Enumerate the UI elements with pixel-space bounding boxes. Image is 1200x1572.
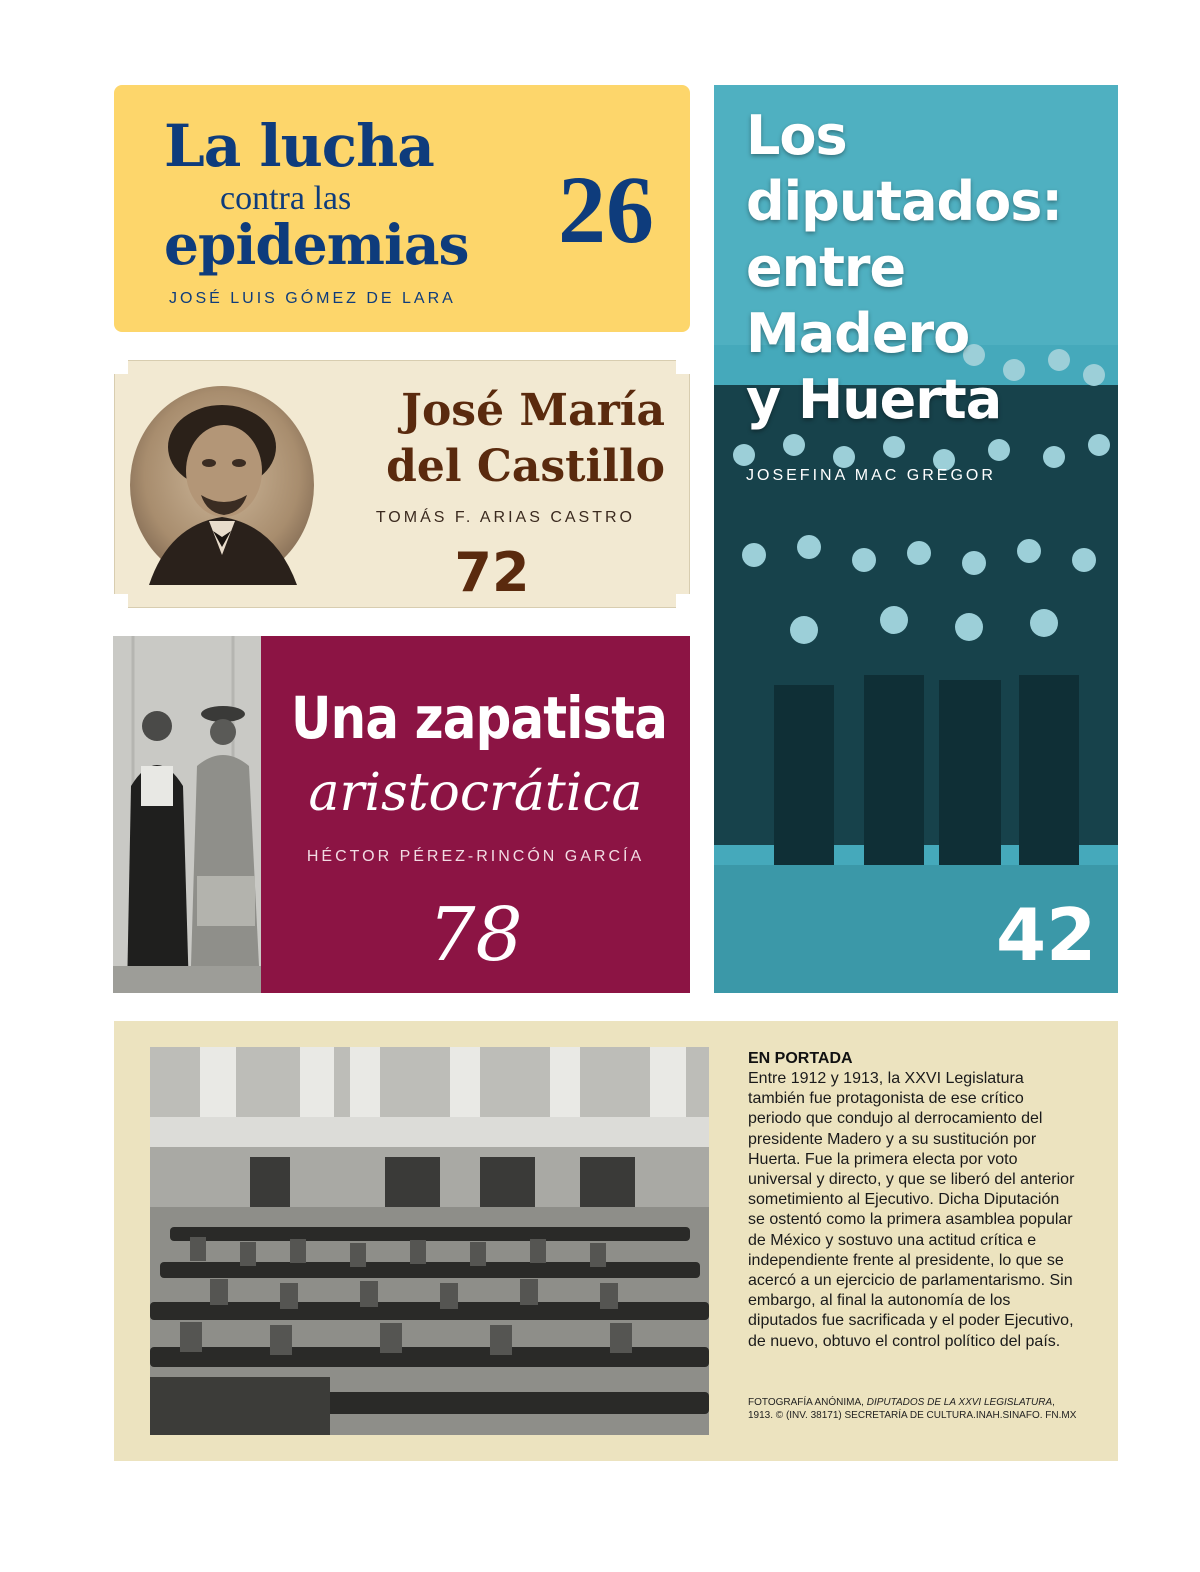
cover-heading: EN PORTADA (748, 1050, 853, 1067)
article-title-line: José María (401, 385, 665, 436)
credit-title: DIPUTADOS DE LA XXVI LEGISLATURA (866, 1397, 1053, 1408)
article-card-epidemias[interactable] (114, 85, 690, 332)
article-page-number: 72 (454, 541, 530, 604)
credit-suffix: , 1913. © (INV. 38171) SECRETARÍA DE CULTURA.INAH.SINAFO. FN.MX (748, 1397, 1077, 1421)
article-author: HÉCTOR PÉREZ-RINCÓN GARCÍA (306, 848, 645, 865)
cover-description: Entre 1912 y 1913, la XXVI Legislatura también fue protagonista de ese crítico periodo que condujo al derrocamiento del presidente Madero y a su sustitución por Huerta. Fue la primera electa por voto universal y directo, y que se liberó del anterior sometimiento al Ejecutivo. Dicha Diputación se ostentó como la primera asamblea popular de México y sostuvo una actitud crítica e independiente frente al presidente, lo que se acercó a un ejercicio de parlamentarismo. Sin embargo, al final la autonomía de los diputados fue sacrificada y el poder Ejecutivo, de nuevo, obtuvo el control político del país. (748, 1070, 1075, 1350)
article-title-line: epidemias (164, 212, 469, 277)
card-corner (114, 594, 128, 608)
article-page-number: 78 (428, 892, 523, 978)
article-title-line: diputados: (746, 170, 1063, 233)
article-title-line: contra las (220, 180, 352, 217)
article-card-castillo[interactable] (114, 360, 690, 608)
chamber-photo (150, 1047, 709, 1435)
article-title-line: Los (746, 104, 847, 167)
article-title-line: aristocrática (308, 763, 643, 823)
card-corner (676, 594, 690, 608)
article-title (335, 383, 665, 495)
portrait-image (129, 385, 315, 585)
article-author: TOMÁS F. ARIAS CASTRO (375, 509, 635, 526)
cover-info-panel (114, 1021, 1118, 1461)
article-card-diputados[interactable] (714, 85, 1118, 993)
article-title-line: entre (746, 236, 906, 299)
credit-prefix: FOTOGRAFÍA ANÓNIMA, (748, 1397, 867, 1408)
card-corner (114, 360, 128, 374)
article-author: JOSEFINA MAC GREGOR (746, 467, 996, 484)
article-title-line: Una zapatista (291, 684, 668, 752)
article-card-zapatista[interactable] (113, 636, 690, 993)
women-photo (113, 636, 261, 993)
article-title-line: La lucha (164, 112, 434, 180)
article-page-number: 26 (558, 156, 654, 263)
article-page-number: 42 (996, 893, 1097, 977)
article-title-line: del Castillo (386, 441, 665, 492)
card-corner (676, 360, 690, 374)
photo-credit (748, 1396, 1078, 1422)
article-author: JOSÉ LUIS GÓMEZ DE LARA (169, 290, 456, 307)
article-title-line: Madero (746, 302, 970, 365)
article-title-line: y Huerta (746, 368, 1002, 431)
article-title (746, 103, 1106, 433)
